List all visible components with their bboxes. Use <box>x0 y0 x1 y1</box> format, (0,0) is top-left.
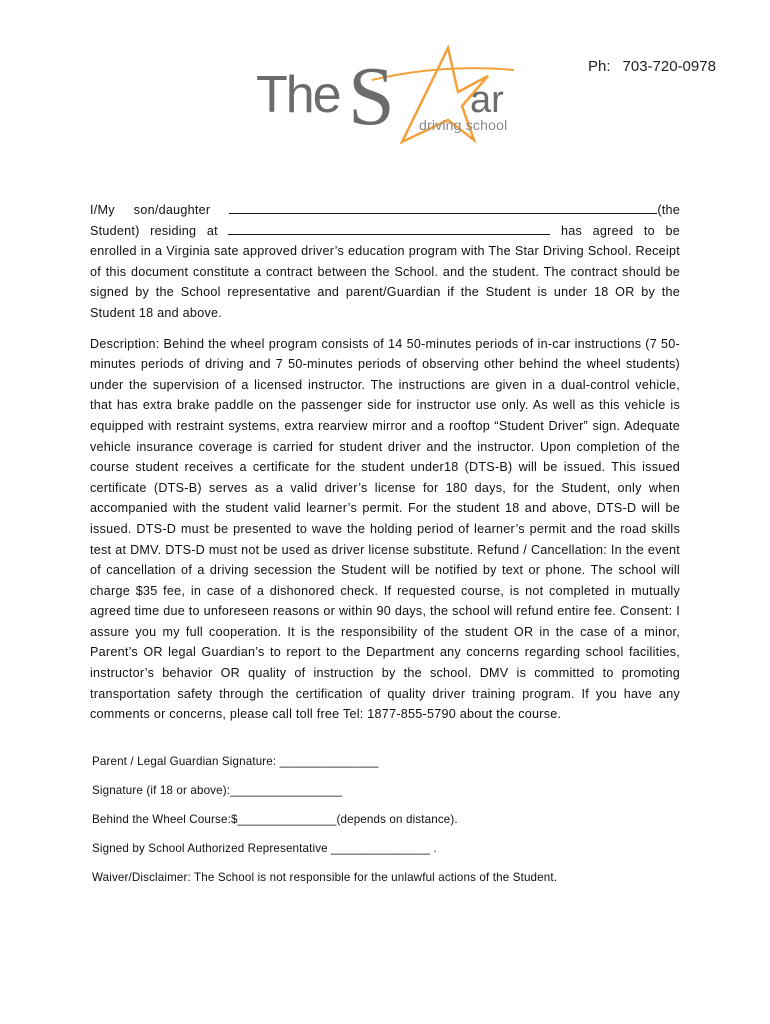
line2-suffix: has agreed to be <box>561 223 681 238</box>
logo-word-the: The <box>256 66 340 124</box>
line1-prefix: I/My son/daughter <box>90 203 211 217</box>
line1-suffix: (the <box>657 203 681 217</box>
parent-signature-line[interactable]: Parent / Legal Guardian Signature: _______________ <box>92 755 379 768</box>
paragraph1-rest: enrolled in a Virginia sate approved driver’s education program with The Star Driving School. Receipt of this document constitute a contract between the School. and the student. The contract should be signed by the School representative and parent/Guardian if the Student is under 18 OR by the Student 18 and above. <box>90 244 680 320</box>
logo-word-ar: ar <box>470 79 504 121</box>
logo-caption: driving school <box>419 117 508 133</box>
address-blank[interactable] <box>228 222 550 235</box>
signature-section <box>92 755 692 900</box>
student-signature-line[interactable]: Signature (if 18 or above):_________________ <box>92 784 343 797</box>
waiver-disclaimer: Waiver/Disclaimer: The School is not responsible for the unlawful actions of the Student. <box>92 871 558 884</box>
line2-prefix: Student) residing at <box>90 223 218 238</box>
phone-number: 703-720-0978 <box>622 58 716 75</box>
representative-signature-line[interactable]: Signed by School Authorized Representative _______________ . <box>92 842 437 855</box>
school-logo <box>252 40 532 150</box>
contract-intro-paragraph <box>90 200 680 324</box>
course-fee-line[interactable]: Behind the Wheel Course:$_______________(depends on distance). <box>92 813 458 826</box>
phone-number-line <box>588 58 716 75</box>
phone-label: Ph: <box>588 58 611 75</box>
logo-letter-s: S <box>348 50 395 143</box>
contract-body <box>90 200 680 725</box>
contract-description-paragraph: Description: Behind the wheel program consists of 14 50-minutes periods of in-car instructions (7 50-minutes periods of driving and 7 50-minutes periods of observing other behind the wheel students) under the supervision of a licensed instructor. The instructions are given in a dual-control vehicle, that has extra brake paddle on the passenger side for instructor use only. As well as this vehicle is equipped with restraint systems, extra rearview mirror and a rooftop “Student Driver” sign. Adequate vehicle insurance coverage is carried for student driver and the instructor. Upon completion of the course student receives a certificate for the student under18 (DTS-B) will be issued. This issued certificate (DTS-B) serves as a valid driver’s license for 180 days, for the Student, only when accompanied with the student valid learner’s permit. For the student 18 and above, DTS-D will be issued. DTS-D must be presented to wave the holding period of learner’s permit and the road skills test at DMV. DTS-D must not be used as driver license substitute. Refund / Cancellation: In the event of cancellation of a driving secession the Student will be notified by text or phone. The school will charge $35 fee, in case of a dishonored check. If requested course, is not completed in mutually agreed time due to unforeseen reasons or within 90 days, the school will refund entire fee. Consent: I assure you my full cooperation. It is the responsibility of the student OR in the case of a minor, Parent’s OR legal Guardian’s to report to the Department any concerns regarding school facilities, instructor’s behavior OR quality of instruction by the school. DMV is committed to promoting transportation safety through the certification of quality driver training program. If you have any comments or concerns, please call toll free Tel: 1877-855-5790 about the course. <box>90 336 680 722</box>
child-name-blank[interactable] <box>229 201 657 214</box>
